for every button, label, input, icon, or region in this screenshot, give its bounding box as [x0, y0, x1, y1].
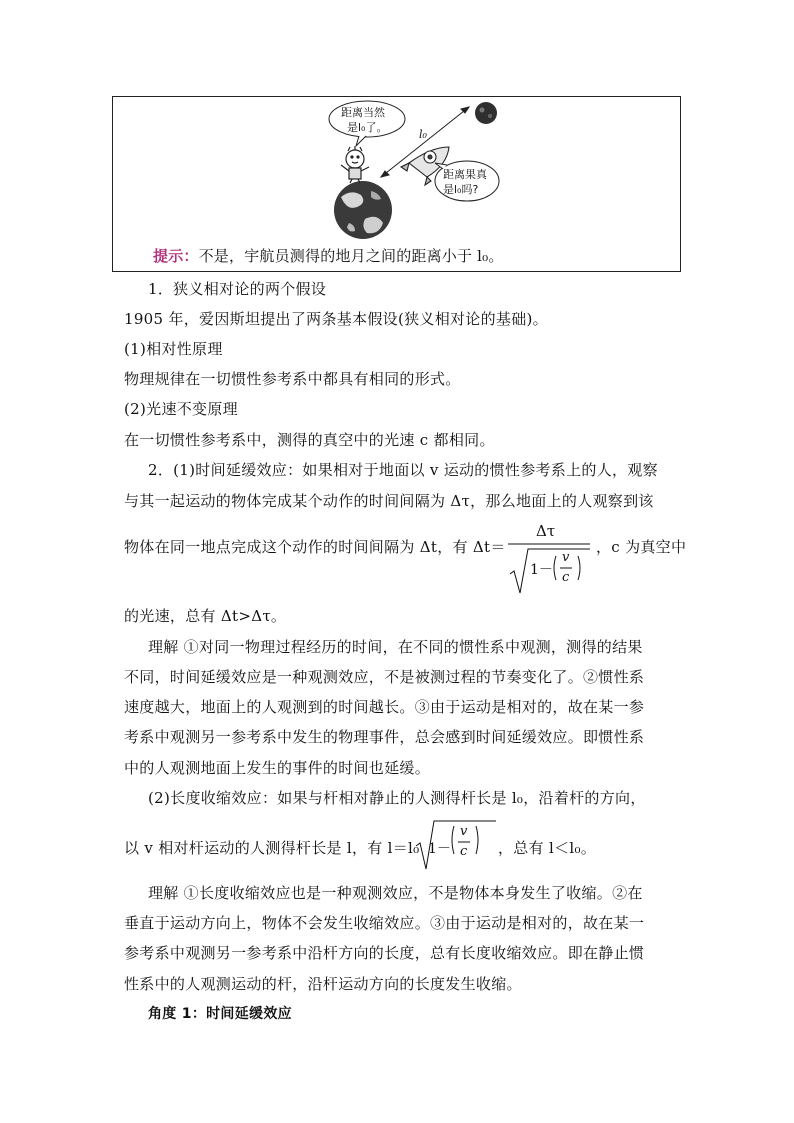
- formula-one-minus: 1－: [530, 562, 553, 578]
- length-contraction-formula: [414, 820, 498, 872]
- figure-box: [112, 96, 681, 272]
- formula2-one-minus: 1－: [428, 841, 451, 857]
- principle2-text: 在一切惯性参考系中，测得的真空中的光速 c 都相同。: [124, 431, 495, 449]
- understanding1-line3: 速度越大，地面上的人观测到的时间越长。③由于运动是相对的，故在某一参: [124, 698, 645, 716]
- hint: [153, 245, 504, 266]
- length-label: l₀: [419, 128, 427, 141]
- understanding1-line4: 考系中观测另一参考系中发生的物理事件，总会感到时间延缓效应。即惯性系: [124, 728, 645, 746]
- understanding1-line5: 中的人观测地面上发生的事件的时间也延缓。: [124, 759, 431, 777]
- section3-line1: (2)长度收缩效应：如果与杆相对静止的人测得杆长是 l₀，沿着杆的方向，: [148, 789, 646, 807]
- principle2-title: (2)光速不变原理: [124, 400, 238, 418]
- section1-title: 1．狭义相对论的两个假设: [148, 280, 327, 298]
- understanding1-line2: 不同，时间延缓效应是一种观测效应，不是被测过程的节奏变化了。②惯性系: [124, 668, 645, 686]
- formula-v: v: [562, 550, 570, 565]
- understanding2-line4: 性系中的人观测运动的杆，沿杆运动方向的长度发生收缩。: [124, 975, 522, 993]
- moon-icon: [475, 102, 497, 124]
- section2-line3a: 物体在同一地点完成这个动作的时间间隔为 Δt，有 Δt＝: [124, 538, 506, 556]
- section2-line4: 的光速，总有 Δt>Δτ。: [124, 607, 287, 625]
- section3-line2a: 以 v 相对杆运动的人测得杆长是 l，有 l＝l₀: [124, 839, 420, 857]
- hint-label: 提示：: [153, 247, 199, 265]
- left-bubble-text: [341, 105, 387, 135]
- earth-icon: [334, 181, 392, 239]
- section3-line2b: ，总有 l＜l₀。: [498, 839, 597, 857]
- understanding2-line1: 理解 ①长度收缩效应也是一种观测效应，不是物体本身发生了收缩。②在: [148, 884, 643, 902]
- formula-c: c: [562, 570, 570, 585]
- section2-line2: 与其一起运动的物体完成某个动作的时间间隔为 Δτ，那么地面上的人观察到该: [124, 492, 654, 510]
- boy-icon: [341, 146, 369, 183]
- time-dilation-formula: [508, 522, 596, 600]
- principle1-text: 物理规律在一切惯性参考系中都具有相同的形式。: [124, 370, 461, 388]
- angle1-title: 角度 1：时间延缓效应: [148, 1006, 292, 1022]
- section1-intro: 1905 年，爱因斯坦提出了两条基本假设(狭义相对论的基础)。: [124, 310, 548, 328]
- hint-text: 不是，宇航员测得的地月之间的距离小于 l₀。: [198, 247, 504, 265]
- left-bubble-line1: 距离当然: [341, 106, 385, 119]
- right-bubble-line1: 距离果真: [443, 168, 487, 181]
- root-sign: [414, 820, 498, 872]
- right-bubble-text: [443, 167, 487, 197]
- right-bubble-line2: 是l₀吗?: [443, 183, 479, 196]
- understanding2-line3: 参考系中观测另一参考系中沿杆方向的长度，总有长度收缩效应。即在静止惯: [124, 944, 645, 962]
- principle1-title: (1)相对性原理: [124, 340, 223, 358]
- understanding2-line2: 垂直于运动方向上，物体不会发生收缩效应。③由于运动是相对的，故在某一: [124, 914, 645, 932]
- understanding1-line1: 理解 ①对同一物理过程经历的时间，在不同的惯性系中观测，测得的结果: [148, 638, 643, 656]
- section2-line1: 2．(1)时间延缓效应：如果相对于地面以 v 运动的惯性参考系上的人，观察: [148, 461, 658, 479]
- formula-numerator: Δτ: [536, 522, 556, 540]
- section2-line3b: ，c 为真空中: [596, 538, 687, 556]
- formula2-c: c: [460, 844, 468, 859]
- left-bubble-line2: 是l₀了。: [347, 121, 388, 134]
- formula2-v: v: [460, 824, 468, 839]
